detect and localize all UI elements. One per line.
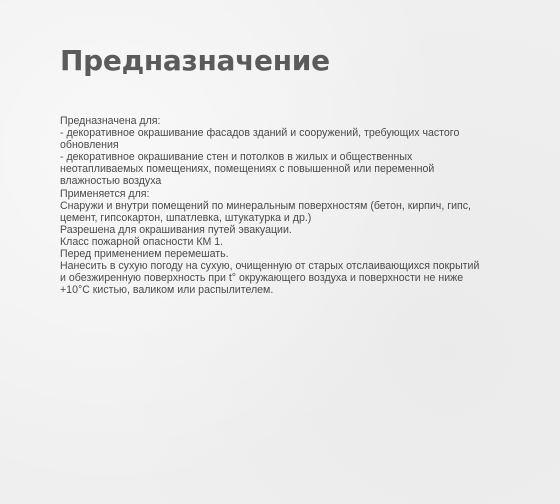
text-line: Перед применением перемешать. xyxy=(60,248,229,261)
text-line: неотапливаемых помещениях, помещениях с повышенной или переменной xyxy=(60,163,435,176)
text-line: влажностью воздуха xyxy=(60,175,162,188)
page-title: Предназначение xyxy=(60,44,330,77)
text-line: цемент, гипсокартон, шпатлевка, штукатурка и др.) xyxy=(60,211,312,224)
text-line: Применяется для: xyxy=(60,187,150,200)
text-line: Класс пожарной опасности КМ 1. xyxy=(60,235,224,248)
text-line: +10°С кистью, валиком или распылителем. xyxy=(60,284,274,297)
text-line: - декоративное окрашивание стен и потолков в жилых и общественных xyxy=(60,151,413,164)
text-line: Нанесить в сухую погоду на сухую, очищенную от старых отслаивающихся покрытий xyxy=(60,260,480,273)
text-line: - декоративное окрашивание фасадов зданий и сооружений, требующих частого xyxy=(60,127,460,140)
text-line: Снаружи и внутри помещений по минеральным поверхностям (бетон, кирпич, гипс, xyxy=(60,199,471,212)
text-line: Предназначена для: xyxy=(60,115,161,127)
description-text xyxy=(60,115,530,296)
text-line: обновления xyxy=(60,139,119,152)
text-line: Разрешена для окрашивания путей эвакуации. xyxy=(60,223,292,236)
text-line: и обезжиренную поверхность при t° окружающего воздуха и поверхности не ниже xyxy=(60,272,464,285)
